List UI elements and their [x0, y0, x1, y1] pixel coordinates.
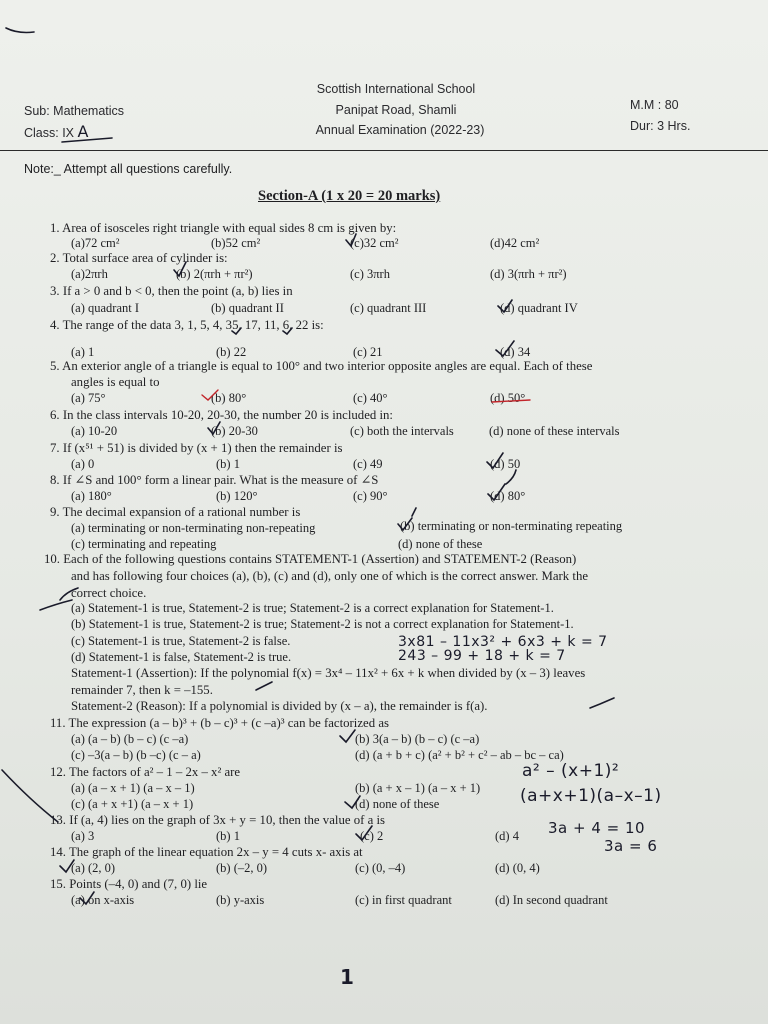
header-divider — [0, 150, 768, 151]
q1-option-d: (d)42 cm² — [490, 236, 540, 250]
q5-option-b: (b) 80° — [211, 391, 247, 405]
handwritten-q13-work-2: 3a = 6 — [604, 837, 658, 855]
q4-option-a: (a) 1 — [71, 345, 95, 359]
q8-option-b: (b) 120° — [216, 489, 258, 503]
q13-option-a: (a) 3 — [71, 829, 95, 843]
subject-label: Sub: Mathematics — [24, 104, 125, 118]
q10-reason: Statement-2 (Reason): If a polynomial is divided by (x – a), the remainder is f(a). — [71, 699, 488, 713]
q10-option-d: (d) Statement-1 is false, Statement-2 is true. — [71, 650, 292, 664]
section-title: Section-A (1 x 20 = 20 marks) — [258, 188, 441, 204]
q15-option-b: (b) y-axis — [216, 893, 265, 907]
q3-option-b: (b) quadrant II — [211, 301, 284, 315]
q12-option-a: (a) (a – x + 1) (a – x – 1) — [71, 781, 195, 795]
q8-option-d: (d) 80° — [490, 489, 526, 503]
q3-option-d: (d) quadrant IV — [500, 301, 578, 315]
duration: Dur: 3 Hrs. — [630, 119, 691, 133]
school-name: Scottish International School — [316, 82, 476, 96]
question-13: 13. If (a, 4) lies on the graph of 3x + y = 10, then the value of a is — [50, 813, 385, 827]
q15-option-a: (a) on x-axis — [71, 893, 135, 907]
question-14: 14. The graph of the linear equation 2x – y = 4 cuts x- axis at — [50, 845, 363, 859]
q12-option-b: (b) (a + x – 1) (a – x + 1) — [355, 781, 481, 795]
question-7: 7. If (x⁵¹ + 51) is divided by (x + 1) then the remainder is — [50, 441, 343, 455]
q6-option-a: (a) 10-20 — [71, 424, 118, 438]
q11-option-a: (a) (a – b) (b – c) (c –a) — [71, 732, 189, 746]
q1-option-a: (a)72 cm² — [71, 236, 120, 250]
q9-option-a: (a) terminating or non-terminating non-repeating — [71, 521, 316, 535]
question-8: 8. If ∠S and 100° form a linear pair. What is the measure of ∠S — [50, 473, 379, 487]
q2-option-c: (c) 3πrh — [350, 267, 390, 281]
q11-option-c: (c) –3(a – b) (b –c) (c – a) — [71, 748, 201, 762]
question-9: 9. The decimal expansion of a rational number is — [50, 505, 301, 519]
q9-option-d: (d) none of these — [398, 537, 483, 551]
q5-option-a: (a) 75° — [71, 391, 106, 405]
handwritten-q13-work-1: 3a + 4 = 10 — [548, 819, 646, 837]
q7-option-b: (b) 1 — [216, 457, 240, 471]
school-address: Panipat Road, Shamli — [335, 103, 457, 117]
question-12: 12. The factors of a² – 1 – 2x – x² are — [50, 765, 241, 779]
q4-option-b: (b) 22 — [216, 345, 247, 359]
question-6: 6. In the class intervals 10-20, 20-30, the number 20 is included in: — [50, 408, 393, 422]
q4-option-c: (c) 21 — [353, 345, 383, 359]
class-section: A — [77, 122, 89, 141]
q13-option-b: (b) 1 — [216, 829, 240, 843]
q13-option-d: (d) 4 — [495, 829, 519, 843]
question-10-line3: correct choice. — [71, 586, 147, 600]
question-15: 15. Points (–4, 0) and (7, 0) lie — [50, 877, 208, 891]
q3-option-a: (a) quadrant I — [71, 301, 140, 315]
max-marks: M.M : 80 — [630, 98, 679, 112]
q7-option-d: (d) 50 — [490, 457, 521, 471]
q10-option-c: (c) Statement-1 is true, Statement-2 is false. — [71, 634, 291, 648]
q6-option-c: (c) both the intervals — [350, 424, 454, 438]
q2-option-d: (d) 3(πrh + πr²) — [490, 267, 567, 281]
question-3: 3. If a > 0 and b < 0, then the point (a, b) lies in — [50, 284, 293, 298]
question-11: 11. The expression (a – b)³ + (b – c)³ + (c –a)³ can be factorized as — [50, 716, 389, 730]
q8-option-c: (c) 90° — [353, 489, 388, 503]
q7-option-c: (c) 49 — [353, 457, 383, 471]
q14-option-c: (c) (0, –4) — [355, 861, 406, 875]
q14-option-a: (a) (2, 0) — [71, 861, 116, 875]
question-10: 10. Each of the following questions contains STATEMENT-1 (Assertion) and STATEMENT-2 (Reason) — [44, 552, 577, 566]
q11-option-d: (d) (a + b + c) (a² + b² + c² – ab – bc – ca) — [355, 748, 564, 762]
q15-option-d: (d) In second quadrant — [495, 893, 608, 907]
q5-option-c: (c) 40° — [353, 391, 388, 405]
q5-option-d: (d) 50° — [490, 391, 526, 405]
handwritten-q10-work-2: 243 – 99 + 18 + k = 7 — [398, 648, 566, 664]
q6-option-b: (b) 20-30 — [211, 424, 258, 438]
class-label — [24, 122, 89, 141]
question-2: 2. Total surface area of cylinder is: — [50, 251, 228, 265]
note-text: Note:_ Attempt all questions carefully. — [24, 162, 233, 176]
q9-option-b: (b) terminating or non-terminating repeating — [400, 519, 623, 533]
handwritten-q10-work-1: 3x81 – 11x3² + 6x3 + k = 7 — [398, 634, 608, 650]
q10-option-b: (b) Statement-1 is true, Statement-2 is true; Statement-2 is not a correct explanation for Statement-1. — [71, 617, 574, 631]
q4-option-d: (d) 34 — [500, 345, 531, 359]
q10-option-a: (a) Statement-1 is true, Statement-2 is true; Statement-2 is a correct explanation for Statement-1. — [71, 601, 554, 615]
q10-assertion-line2: remainder 7, then k = –155. — [71, 683, 213, 697]
q14-option-b: (b) (–2, 0) — [216, 861, 268, 875]
question-10-line2: and has following four choices (a), (b), (c) and (d), only one of which is the correct answer. Mark the — [71, 569, 589, 583]
q2-option-b: (b) 2(πrh + πr²) — [176, 267, 253, 281]
q1-option-b: (b)52 cm² — [211, 236, 261, 250]
q1-option-c: (c)32 cm² — [350, 236, 399, 250]
q6-option-d: (d) none of these intervals — [489, 424, 620, 438]
q7-option-a: (a) 0 — [71, 457, 95, 471]
q12-option-c: (c) (a + x +1) (a – x + 1) — [71, 797, 194, 811]
q2-option-a: (a)2πrh — [71, 267, 108, 281]
class-text: Class: IX — [24, 126, 75, 140]
question-5-line2: angles is equal to — [71, 375, 160, 389]
q15-option-c: (c) in first quadrant — [355, 893, 452, 907]
q8-option-a: (a) 180° — [71, 489, 112, 503]
exam-name: Annual Examination (2022-23) — [315, 123, 485, 137]
q13-option-c: (c) 2 — [360, 829, 384, 843]
page-mark: 1 — [340, 965, 355, 989]
q10-assertion: Statement-1 (Assertion): If the polynomial f(x) = 3x⁴ – 11x² + 6x + k when divided by (x – 3) leaves — [71, 666, 586, 680]
handwritten-q12-work-1: a² – (x+1)² — [522, 761, 620, 781]
q11-option-b: (b) 3(a – b) (b – c) (c –a) — [355, 732, 480, 746]
question-4: 4. The range of the data 3, 1, 5, 4, 35, 17, 11, 6, 22 is: — [50, 318, 324, 332]
q9-option-c: (c) terminating and repeating — [71, 537, 217, 551]
q12-option-d: (d) none of these — [355, 797, 440, 811]
q3-option-c: (c) quadrant III — [350, 301, 427, 315]
q14-option-d: (d) (0, 4) — [495, 861, 540, 875]
question-5: 5. An exterior angle of a triangle is equal to 100° and two interior opposite angles are equal. Each of these — [50, 359, 593, 373]
question-1: 1. Area of isosceles right triangle with equal sides 8 cm is given by: — [50, 221, 397, 235]
handwritten-q12-work-2: (a+x+1)(a–x–1) — [520, 786, 662, 806]
